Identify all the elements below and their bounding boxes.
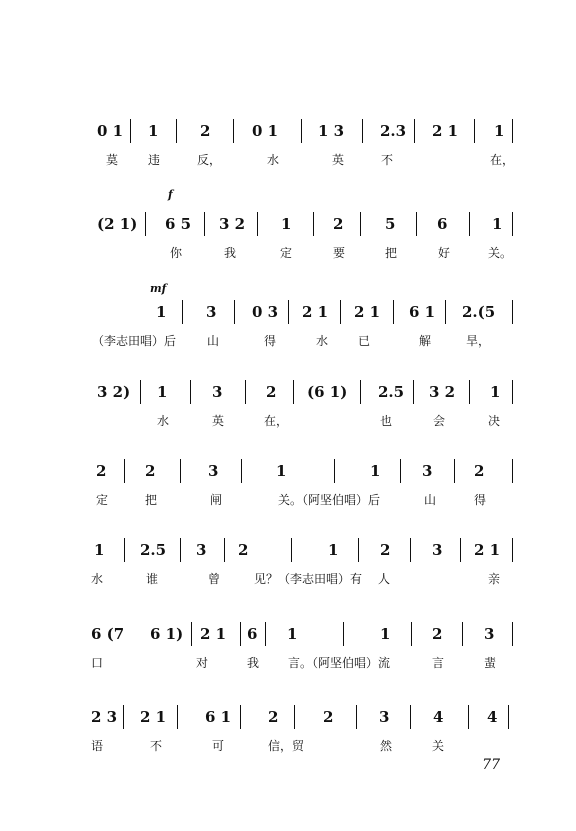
- bar-line: [224, 538, 225, 562]
- note: 1: [490, 383, 501, 401]
- bar-line: [512, 380, 513, 404]
- lyric: （李志田唱）后: [92, 334, 177, 348]
- bar-line: [356, 705, 357, 729]
- lyric: 英: [212, 414, 225, 428]
- note: 1: [494, 122, 505, 140]
- lyric: 见？（李志田唱）有: [254, 572, 363, 586]
- bar-line: [512, 119, 513, 143]
- bar-line: [145, 212, 146, 236]
- note: 3: [212, 383, 223, 401]
- bar-line: [343, 622, 344, 646]
- lyric: 已: [358, 334, 371, 348]
- lyric: 信，贸: [268, 739, 305, 753]
- lyric: 闸: [210, 493, 223, 507]
- music-system-8: [0, 705, 576, 765]
- note: 4: [487, 708, 498, 726]
- note: 3: [196, 541, 207, 559]
- music-system-5: [0, 459, 576, 519]
- lyric: 水: [91, 572, 104, 586]
- bar-line: [124, 459, 125, 483]
- bar-line: [468, 705, 469, 729]
- bar-line: [140, 380, 141, 404]
- bar-line: [301, 119, 302, 143]
- lyric: 在，: [264, 414, 289, 428]
- note: 2: [200, 122, 211, 140]
- bar-line: [334, 459, 335, 483]
- note: 1: [281, 215, 292, 233]
- bar-line: [313, 212, 314, 236]
- bar-line: [234, 300, 235, 324]
- note: 0 1: [97, 122, 124, 140]
- note: 3 2): [97, 383, 131, 401]
- bar-line: [182, 300, 183, 324]
- lyric: 旱，: [466, 334, 491, 348]
- bar-line: [413, 380, 414, 404]
- lyric: 曾: [208, 572, 221, 586]
- lyric: 不: [150, 739, 163, 753]
- bar-line: [180, 538, 181, 562]
- note: 2: [432, 625, 443, 643]
- music-system-2: [0, 188, 576, 272]
- lyric: 人: [378, 572, 391, 586]
- lyric: 山: [207, 334, 220, 348]
- bar-line: [416, 212, 417, 236]
- note: 6 (7: [91, 625, 125, 643]
- bar-line: [360, 212, 361, 236]
- note: 2.5: [378, 383, 405, 401]
- note: 6: [437, 215, 448, 233]
- bar-line: [245, 380, 246, 404]
- bar-line: [411, 622, 412, 646]
- music-system-6: [0, 538, 576, 598]
- lyric: 关: [432, 739, 445, 753]
- note: 2 1: [302, 303, 329, 321]
- bar-line: [469, 380, 470, 404]
- bar-line: [362, 119, 363, 143]
- bar-line: [291, 538, 292, 562]
- bar-line: [360, 380, 361, 404]
- note: 2 1: [200, 625, 227, 643]
- note: 3: [208, 462, 219, 480]
- bar-line: [240, 705, 241, 729]
- lyric: 得: [264, 334, 277, 348]
- lyric: 定: [96, 493, 109, 507]
- bar-line: [474, 119, 475, 143]
- bar-line: [469, 212, 470, 236]
- lyric: 可: [212, 739, 225, 753]
- note: (6 1): [307, 383, 348, 401]
- lyric: 英: [332, 153, 345, 167]
- bar-line: [265, 622, 266, 646]
- lyric: 水: [316, 334, 329, 348]
- note: 3: [422, 462, 433, 480]
- note: 2: [238, 541, 249, 559]
- note: 1: [328, 541, 339, 559]
- lyric: 你: [170, 246, 183, 260]
- lyric: 水: [157, 414, 170, 428]
- note: 2.(5: [462, 303, 496, 321]
- note: 1: [157, 383, 168, 401]
- note: 2: [333, 215, 344, 233]
- bar-line: [191, 622, 192, 646]
- note: 2 1: [474, 541, 501, 559]
- bar-line: [414, 119, 415, 143]
- music-system-3: [0, 282, 576, 360]
- lyric: 解: [419, 334, 432, 348]
- note: 1: [156, 303, 167, 321]
- lyric: 语: [91, 739, 104, 753]
- note: (2 1): [97, 215, 138, 233]
- note: 5: [385, 215, 396, 233]
- note: 2.3: [380, 122, 407, 140]
- bar-line: [445, 300, 446, 324]
- note: 2: [268, 708, 279, 726]
- bar-line: [130, 119, 131, 143]
- note: 1: [492, 215, 503, 233]
- bar-line: [177, 705, 178, 729]
- lyric: 关。（阿坚伯唱）后: [278, 493, 381, 507]
- note: 3 2: [219, 215, 246, 233]
- bar-line: [288, 300, 289, 324]
- lyric: 然: [380, 739, 393, 753]
- lyric: 把: [145, 493, 158, 507]
- note: 3: [484, 625, 495, 643]
- bar-line: [462, 622, 463, 646]
- lyric: 蜚: [484, 656, 497, 670]
- bar-line: [512, 538, 513, 562]
- bar-line: [294, 705, 295, 729]
- bar-line: [393, 300, 394, 324]
- lyric: 山: [424, 493, 437, 507]
- music-system-7: [0, 622, 576, 682]
- bar-line: [257, 212, 258, 236]
- bar-line: [340, 300, 341, 324]
- lyric: 莫: [106, 153, 119, 167]
- bar-line: [124, 538, 125, 562]
- note: 1: [287, 625, 298, 643]
- lyric: 违: [148, 153, 161, 167]
- dynamic-marking: f: [168, 188, 173, 201]
- note: 3: [206, 303, 217, 321]
- bar-line: [233, 119, 234, 143]
- lyric: 也: [380, 414, 393, 428]
- note: 2: [145, 462, 156, 480]
- lyric: 谁: [146, 572, 159, 586]
- note: 2: [380, 541, 391, 559]
- bar-line: [512, 622, 513, 646]
- note: 3: [379, 708, 390, 726]
- lyric: 关。: [488, 246, 513, 260]
- note: 6 1: [409, 303, 436, 321]
- bar-line: [204, 212, 205, 236]
- note: 1: [276, 462, 287, 480]
- bar-line: [190, 380, 191, 404]
- bar-line: [123, 705, 124, 729]
- lyric: 不: [381, 153, 394, 167]
- bar-line: [410, 705, 411, 729]
- note: 1: [370, 462, 381, 480]
- lyric: 言。（阿坚伯唱）流: [288, 656, 391, 670]
- note: 1: [380, 625, 391, 643]
- lyric: 好: [438, 246, 451, 260]
- music-system-1: [0, 119, 576, 179]
- note: 1 3: [318, 122, 345, 140]
- bar-line: [176, 119, 177, 143]
- bar-line: [241, 459, 242, 483]
- note: 2 3: [91, 708, 118, 726]
- note: 4: [433, 708, 444, 726]
- note: 1: [94, 541, 105, 559]
- note: 2: [474, 462, 485, 480]
- lyric: 我: [224, 246, 237, 260]
- bar-line: [512, 459, 513, 483]
- note: 2: [266, 383, 277, 401]
- lyric: 亲: [488, 572, 501, 586]
- bar-line: [358, 538, 359, 562]
- bar-line: [454, 459, 455, 483]
- bar-line: [180, 459, 181, 483]
- note: 3 2: [429, 383, 456, 401]
- page-number: 77: [482, 757, 500, 773]
- note: 0 3: [252, 303, 279, 321]
- bar-line: [512, 212, 513, 236]
- lyric: 水: [267, 153, 280, 167]
- lyric: 对: [196, 656, 209, 670]
- music-system-4: [0, 380, 576, 440]
- note: 2: [96, 462, 107, 480]
- lyric: 决: [488, 414, 501, 428]
- lyric: 把: [385, 246, 398, 260]
- note: 2 1: [140, 708, 167, 726]
- lyric: 会: [433, 414, 446, 428]
- note: 2.5: [140, 541, 167, 559]
- note: 6: [247, 625, 258, 643]
- lyric: 要: [333, 246, 346, 260]
- note: 6 1: [205, 708, 232, 726]
- lyric: 我: [247, 656, 260, 670]
- bar-line: [460, 538, 461, 562]
- note: 1: [148, 122, 159, 140]
- bar-line: [512, 300, 513, 324]
- dynamic-marking: mf: [150, 282, 167, 295]
- note: 2: [323, 708, 334, 726]
- note: 3: [432, 541, 443, 559]
- note: 0 1: [252, 122, 279, 140]
- lyric: 定: [280, 246, 293, 260]
- note: 2 1: [354, 303, 381, 321]
- bar-line: [410, 538, 411, 562]
- lyric: 反，: [197, 153, 222, 167]
- note: 2 1: [432, 122, 459, 140]
- bar-line: [240, 622, 241, 646]
- lyric: 言: [432, 656, 445, 670]
- bar-line: [508, 705, 509, 729]
- lyric: 得: [474, 493, 487, 507]
- lyric: 在，: [490, 153, 515, 167]
- bar-line: [400, 459, 401, 483]
- bar-line: [293, 380, 294, 404]
- note: 6 5: [165, 215, 192, 233]
- note: 6 1): [150, 625, 184, 643]
- lyric: 口: [91, 656, 104, 670]
